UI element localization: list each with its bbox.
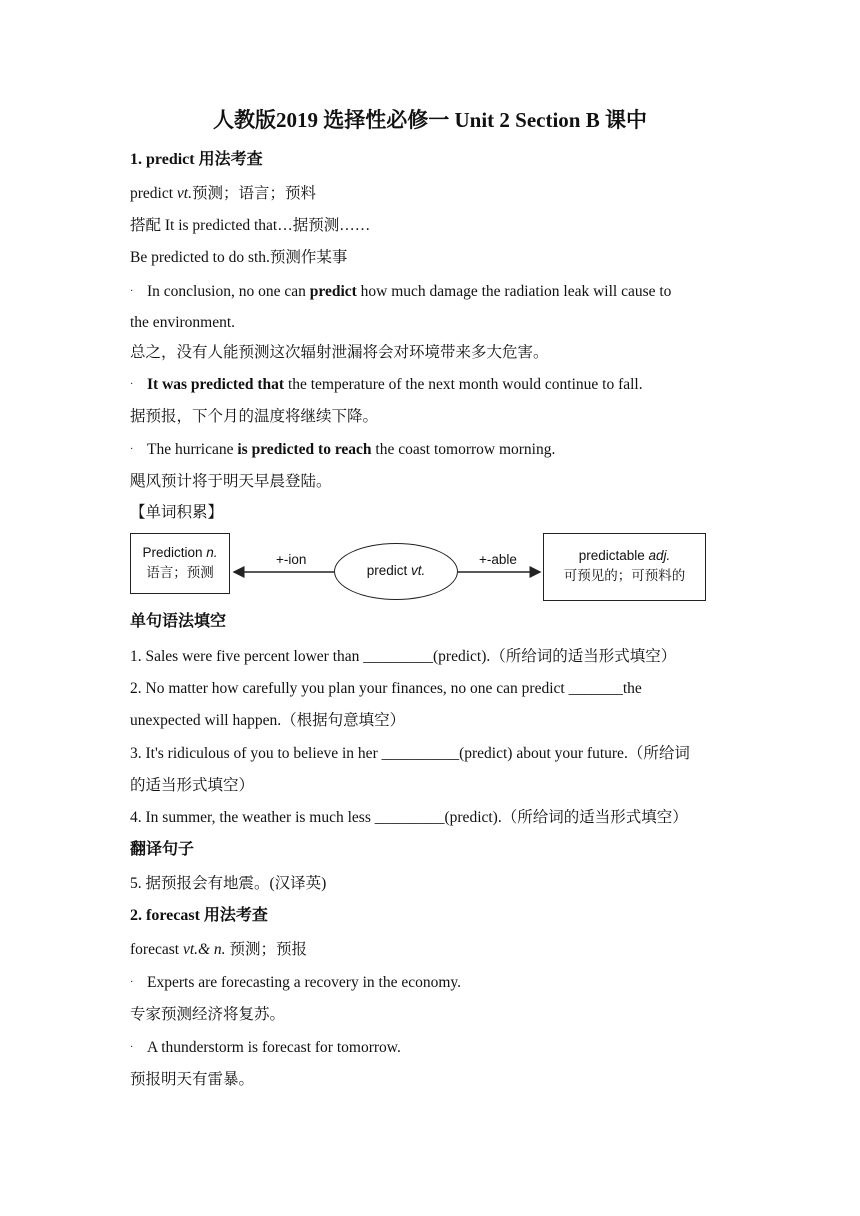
translate-heading: 翻译句子 [130,841,195,858]
def-word: predict [130,185,177,202]
predict-definition [130,184,316,204]
example-sentence-2 [130,375,643,395]
def-pos: vt. [176,185,192,202]
example-sentence-3 [130,440,555,460]
section-heading-forecast: 2. forecast 用法考查 [130,907,268,924]
collocation-line: 搭配 It is predicted that…据预测…… [130,217,371,234]
adjective-box [543,533,706,601]
noun-pos: n. [206,545,218,560]
ex1-text-pre: In conclusion, no one can [147,283,310,300]
page-title: 人教版2019 选择性必修一 Unit 2 Section B 课中 [212,108,647,132]
example-sentence-1 [130,282,671,302]
ex1-text-bold: predict [309,283,357,300]
adjective-line-1 [544,546,705,566]
forecast-translation-2: 预报明天有雷暴。 [130,1071,255,1088]
fill-in-heading: 单句语法填空 [130,613,227,630]
section-heading-predict: 1. predict 用法考查 [130,151,263,168]
bullet-mark: · [130,444,134,456]
bullet-mark: · [130,286,134,298]
root-word: predict [366,563,411,578]
forecast-meaning: 预测；预报 [225,941,307,958]
ex3-text-bold: is predicted to reach [237,441,372,458]
forecast-example-2 [130,1038,401,1058]
able-suffix-label: +-able [479,552,517,567]
be-predicted-line: Be predicted to do sth.预测作某事 [130,249,348,266]
adjective-pos: adj. [648,548,671,563]
ex1-text-post: how much damage the radiation leak will cause to [356,283,672,300]
bullet-mark: · [130,977,134,989]
forecast-definition [130,940,307,960]
vocab-heading: 【单词积累】 [130,504,224,521]
noun-box [130,533,230,594]
question-5: 5. 据预报会有地震。(汉译英) [130,875,327,892]
example-translation-2: 据预报，下个月的温度将继续下降。 [130,408,379,425]
question-3-line-1: 3. It's ridiculous of you to believe in her __________(predict) about your future.（所给词 [130,745,690,762]
root-pos: vt. [411,563,426,578]
forecast-word: forecast [130,941,183,958]
question-2-line-1: 2. No matter how carefully you plan your finances, no one can predict _______the [130,680,642,697]
bullet-mark: · [130,379,134,391]
forecast-ex1-text: Experts are forecasting a recovery in the economy. [147,974,462,991]
ion-suffix-label: +-ion [276,552,307,567]
forecast-translation-1: 专家预测经济将复苏。 [130,1006,286,1023]
example-translation-1: 总之，没有人能预测这次辐射泄漏将会对环境带来多大危害。 [130,344,549,361]
ex3-text-pre: The hurricane [147,441,238,458]
forecast-pos: vt.& n. [182,941,226,958]
noun-word: Prediction [142,545,207,560]
question-3-line-2: 的适当形式填空） [130,777,255,794]
ex3-text-post: the coast tomorrow morning. [371,441,556,458]
noun-line-1 [131,543,229,563]
noun-meaning: 语言；预测 [146,565,214,580]
example-translation-3: 飓风预计将于明天早晨登陆。 [130,473,332,490]
question-4: 4. In summer, the weather is much less _________(predict).（所给词的适当形式填空） [130,809,688,826]
ex2-text-post: the temperature of the next month would continue to fall. [284,376,643,393]
question-1: 1. Sales were five percent lower than _________(predict).（所给词的适当形式填空） [130,648,677,665]
example-sentence-1-cont: the environment. [130,314,236,331]
root-ellipse [334,543,458,600]
question-2-line-2: unexpected will happen.（根据句意填空） [130,712,406,729]
bullet-mark: · [130,1042,134,1054]
forecast-example-1 [130,973,461,993]
def-meaning: 预测；语言；预料 [191,185,316,202]
adjective-word: predictable [578,548,649,563]
adjective-meaning: 可预见的；可预料的 [563,568,686,583]
forecast-ex2-text: A thunderstorm is forecast for tomorrow. [147,1039,401,1056]
ex2-text-bold: It was predicted that [147,376,285,393]
